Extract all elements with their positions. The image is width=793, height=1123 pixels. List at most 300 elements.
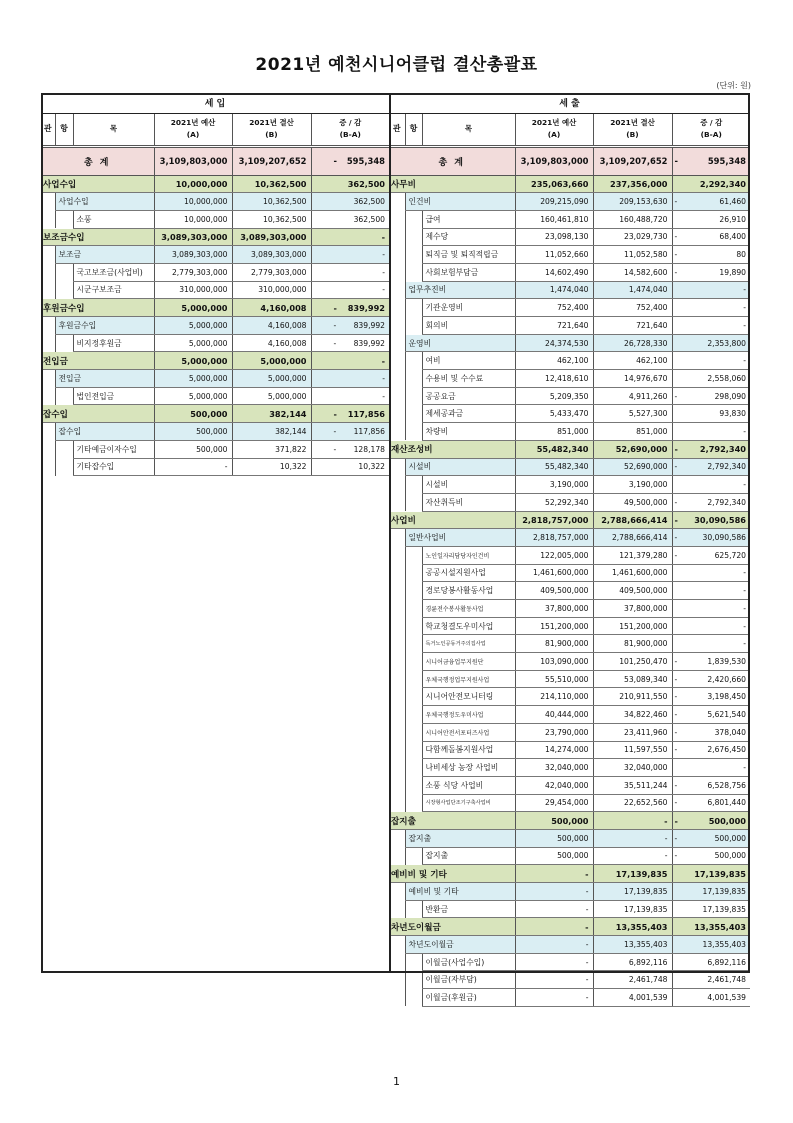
budget-cell: 2,818,757,000 [515, 511, 593, 529]
budget-cell: 2,818,757,000 [515, 529, 593, 547]
diff-value: - [382, 267, 385, 277]
settle-cell: 4,160,008 [232, 317, 311, 335]
row-label: 시니어안전모니터링 [422, 688, 515, 706]
budget-cell: - [515, 989, 593, 1007]
diff-value: 6,528,756 [707, 780, 746, 790]
negative-sign: - [674, 197, 678, 207]
row-label: 비지정후원금 [73, 334, 154, 352]
diff-value: 2,292,340 [699, 178, 746, 189]
settle-cell: - [593, 847, 672, 865]
settle-cell: - [593, 829, 672, 847]
settle-cell: 2,461,748 [593, 971, 672, 989]
row-label: 시니어안전서포터즈사업 [422, 723, 515, 741]
diff-value: 839,992 [353, 320, 385, 330]
row-label: 기타잡수입 [73, 458, 154, 476]
diff-value: - [743, 285, 746, 295]
row-label: 사업수입 [55, 193, 154, 211]
diff-value: 362,500 [353, 214, 385, 224]
row-label: 잡수입 [41, 405, 154, 423]
total-label: 총 계 [41, 146, 154, 175]
settle-cell: 11,052,580 [593, 246, 672, 264]
budget-cell: 32,040,000 [515, 759, 593, 777]
settle-cell: 5,000,000 [232, 352, 311, 370]
negative-sign: - [674, 267, 678, 277]
settle-cell: 13,355,403 [593, 936, 672, 954]
diff-value: - [743, 586, 746, 596]
settle-cell: 49,500,000 [593, 493, 672, 511]
diff-value: 3,198,450 [707, 692, 746, 702]
diff-value: 30,090,586 [694, 514, 746, 525]
diff-value: 2,461,748 [707, 975, 746, 985]
row-label: 자산취득비 [422, 493, 515, 511]
negative-sign: - [674, 156, 678, 166]
negative-sign: - [333, 426, 337, 436]
row-label: 운영비 [405, 334, 515, 352]
settle-cell: 35,511,244 [593, 776, 672, 794]
negative-sign: - [674, 727, 678, 737]
row-label: 우체국행정도우미사업 [422, 706, 515, 724]
row-label: 사회보험부담금 [422, 263, 515, 281]
diff-value: - [381, 231, 385, 242]
diff-value: - [743, 320, 746, 330]
col-mok: 목 [422, 113, 515, 146]
budget-cell: 209,215,090 [515, 193, 593, 211]
settle-cell: 4,911,260 [593, 387, 672, 405]
row-label: 시설비 [405, 458, 515, 476]
budget-cell: 122,005,000 [515, 546, 593, 564]
settle-cell: 52,690,000 [593, 440, 672, 458]
budget-cell: 5,000,000 [154, 334, 232, 352]
col-hang: 항 [55, 113, 73, 146]
diff-value: 4,001,539 [707, 992, 746, 1002]
diff-value: 839,992 [347, 302, 385, 313]
settle-cell: 409,500,000 [593, 582, 672, 600]
negative-sign: - [333, 320, 337, 330]
budget-cell: 2,779,303,000 [154, 263, 232, 281]
budget-cell: 500,000 [515, 812, 593, 830]
row-label: 전입금 [41, 352, 154, 370]
settle-cell: 371,822 [232, 440, 311, 458]
col-budget-line2: (A) [547, 130, 561, 139]
budget-cell: 5,000,000 [154, 370, 232, 388]
diff-value: 93,830 [719, 409, 746, 419]
budget-cell: 42,040,000 [515, 776, 593, 794]
diff-value: 30,090,586 [702, 533, 746, 543]
row-label: 사무비 [389, 175, 515, 193]
expense-header: 세 출 [389, 93, 750, 113]
negative-sign: - [333, 444, 337, 454]
settle-cell: 3,089,303,000 [232, 246, 311, 264]
col-diff-line1: 증 / 감 [700, 118, 723, 127]
col-diff-line2: (B-A) [700, 130, 722, 139]
col-diff-line2: (B-A) [339, 130, 361, 139]
settle-cell: 3,190,000 [593, 476, 672, 494]
row-label: 경륜전수봉사활동사업 [422, 600, 515, 618]
table-frame [41, 93, 750, 973]
row-label: 국고보조금(사업비) [73, 263, 154, 281]
settle-cell: 52,690,000 [593, 458, 672, 476]
col-hang: 항 [405, 113, 422, 146]
row-label: 잡수입 [55, 423, 154, 441]
budget-cell: 752,400 [515, 299, 593, 317]
diff-value: 17,139,835 [694, 868, 746, 879]
col-diff-line1: 증 / 감 [339, 118, 362, 127]
row-label: 시설비 [422, 476, 515, 494]
row-label: 차년도이월금 [389, 918, 515, 936]
row-label: 보조금수입 [41, 228, 154, 246]
settle-cell: 14,582,600 [593, 263, 672, 281]
row-label: 예비비 및 기타 [389, 865, 515, 883]
row-label: 보조금 [55, 246, 154, 264]
row-label: 이월금(후원금) [422, 989, 515, 1007]
budget-cell: 160,461,810 [515, 210, 593, 228]
row-label: 시장형사업단조기구축사업비 [422, 794, 515, 812]
row-label: 공공요금 [422, 387, 515, 405]
diff-value: 6,801,440 [707, 798, 746, 808]
diff-cell [672, 989, 750, 1007]
budget-cell: 500,000 [154, 440, 232, 458]
settle-cell: 6,892,116 [593, 953, 672, 971]
negative-sign: - [333, 156, 337, 166]
budget-cell: 10,000,000 [154, 175, 232, 193]
budget-cell: - [515, 918, 593, 936]
settle-cell: 160,488,720 [593, 210, 672, 228]
row-label: 법인전입금 [73, 387, 154, 405]
diff-value: 5,621,540 [707, 709, 746, 719]
diff-value: 362,500 [353, 197, 385, 207]
negative-sign: - [674, 745, 678, 755]
budget-cell: 23,790,000 [515, 723, 593, 741]
col-settle-line2: (B) [265, 130, 278, 139]
budget-cell: 24,374,530 [515, 334, 593, 352]
page-number: 1 [393, 1075, 400, 1088]
budget-cell: - [515, 883, 593, 901]
row-label: 예비비 및 기타 [405, 883, 515, 901]
unit-label: (단위: 원) [716, 81, 751, 90]
diff-value: - [743, 763, 746, 773]
diff-value: 2,792,340 [707, 462, 746, 472]
row-label: 독거노인공동거주의집사업 [422, 635, 515, 653]
settle-cell: 210,911,550 [593, 688, 672, 706]
diff-value: - [382, 285, 385, 295]
negative-sign: - [333, 302, 337, 313]
settle-cell: 22,652,560 [593, 794, 672, 812]
row-label: 경로당봉사활동사업 [422, 582, 515, 600]
budget-cell: 3,190,000 [515, 476, 593, 494]
row-label: 재산조성비 [389, 440, 515, 458]
settle-cell: 37,800,000 [593, 600, 672, 618]
total-settle: 3,109,207,652 [232, 146, 311, 175]
diff-value: - [743, 603, 746, 613]
budget-cell: 500,000 [154, 405, 232, 423]
col-settle-line1: 2021년 결산 [610, 118, 655, 127]
row-label: 우체국행정업무지원사업 [422, 670, 515, 688]
budget-cell: - [154, 458, 232, 476]
negative-sign: - [674, 833, 678, 843]
diff-value: 128,178 [353, 444, 385, 454]
row-label: 급여 [422, 210, 515, 228]
row-label: 업무추진비 [405, 281, 515, 299]
diff-value: - [743, 356, 746, 366]
diff-value: 19,890 [719, 267, 746, 277]
budget-cell: 500,000 [515, 847, 593, 865]
budget-cell: - [515, 865, 593, 883]
diff-value: 17,139,835 [702, 886, 746, 896]
mok-row [389, 971, 750, 989]
row-label: 시니어금융업무지원단 [422, 653, 515, 671]
diff-value: 362,500 [347, 178, 385, 189]
diff-value: 2,353,800 [707, 338, 746, 348]
settle-cell: 17,139,835 [593, 900, 672, 918]
diff-value: 13,355,403 [702, 939, 746, 949]
negative-sign: - [674, 815, 678, 826]
negative-sign: - [674, 462, 678, 472]
budget-cell: 310,000,000 [154, 281, 232, 299]
settle-cell: 237,356,000 [593, 175, 672, 193]
diff-value: 839,992 [353, 338, 385, 348]
row-label: 여비 [422, 352, 515, 370]
settle-cell: 1,461,600,000 [593, 564, 672, 582]
row-label: 다함께돌봄지원사업 [422, 741, 515, 759]
budget-cell: 5,433,470 [515, 405, 593, 423]
negative-sign: - [674, 674, 678, 684]
settle-cell: 23,029,730 [593, 228, 672, 246]
row-label: 수용비 및 수수료 [422, 370, 515, 388]
section-divider [389, 93, 391, 973]
settle-cell: 17,139,835 [593, 865, 672, 883]
negative-sign: - [674, 391, 678, 401]
income-header: 세 입 [41, 93, 389, 113]
settle-cell: 462,100 [593, 352, 672, 370]
budget-cell: 40,444,000 [515, 706, 593, 724]
settle-cell: 4,001,539 [593, 989, 672, 1007]
col-budget-line2: (A) [186, 130, 200, 139]
settle-cell: 10,362,500 [232, 175, 311, 193]
budget-cell: 5,000,000 [154, 352, 232, 370]
row-label: 일반사업비 [405, 529, 515, 547]
settle-cell: 382,144 [232, 423, 311, 441]
diff-value: 2,792,340 [699, 444, 746, 455]
settle-cell: 34,822,460 [593, 706, 672, 724]
col-mok: 목 [73, 113, 154, 146]
settle-cell: 17,139,835 [593, 883, 672, 901]
row-label: 차량비 [422, 423, 515, 441]
negative-sign: - [674, 232, 678, 242]
page-title: 2021년 예천시니어클럽 결산총괄표 [255, 55, 538, 75]
budget-cell: 3,089,303,000 [154, 246, 232, 264]
budget-cell: 3,089,303,000 [154, 228, 232, 246]
diff-value: 80 [736, 250, 746, 260]
settle-cell: 209,153,630 [593, 193, 672, 211]
row-label: 인건비 [405, 193, 515, 211]
diff-value: 500,000 [714, 851, 746, 861]
budget-cell: 55,510,000 [515, 670, 593, 688]
diff-value: - [743, 639, 746, 649]
budget-cell: 151,200,000 [515, 617, 593, 635]
diff-value: - [743, 426, 746, 436]
budget-cell: 5,000,000 [154, 317, 232, 335]
budget-cell: 5,000,000 [154, 387, 232, 405]
diff-value: - [743, 303, 746, 313]
diff-value: 625,720 [714, 550, 746, 560]
settle-cell: 13,355,403 [593, 918, 672, 936]
budget-cell: 1,474,040 [515, 281, 593, 299]
settle-cell: 53,089,340 [593, 670, 672, 688]
indent-cell [405, 971, 422, 989]
settle-cell: 23,411,960 [593, 723, 672, 741]
row-label: 학교청결도우미사업 [422, 617, 515, 635]
diff-value: 13,355,403 [694, 921, 746, 932]
row-label: 공공시설지원사업 [422, 564, 515, 582]
col-gwan: 관 [41, 113, 55, 146]
row-label: 전입금 [55, 370, 154, 388]
diff-value: 117,856 [347, 408, 385, 419]
diff-value: 6,892,116 [707, 957, 746, 967]
budget-cell: 5,000,000 [154, 299, 232, 317]
negative-sign: - [674, 497, 678, 507]
col-gwan: 관 [389, 113, 405, 146]
budget-cell: 851,000 [515, 423, 593, 441]
budget-cell: 37,800,000 [515, 600, 593, 618]
settle-cell: 5,000,000 [232, 387, 311, 405]
settle-cell: 26,728,330 [593, 334, 672, 352]
mok-row [389, 989, 750, 1007]
total-settle: 3,109,207,652 [593, 146, 672, 175]
settle-cell: - [593, 812, 672, 830]
row-label: 회의비 [422, 317, 515, 335]
budget-cell: 14,274,000 [515, 741, 593, 759]
negative-sign: - [674, 444, 678, 455]
row-label: 시군구보조금 [73, 281, 154, 299]
budget-cell: 235,063,660 [515, 175, 593, 193]
diff-value: 298,090 [714, 391, 746, 401]
budget-cell: 500,000 [154, 423, 232, 441]
row-label: 잡지출 [389, 812, 515, 830]
budget-cell: 11,052,660 [515, 246, 593, 264]
negative-sign: - [674, 780, 678, 790]
col-settle-line2: (B) [626, 130, 639, 139]
diff-value: 17,139,835 [702, 904, 746, 914]
diff-value: - [381, 355, 385, 366]
budget-cell: - [515, 953, 593, 971]
settle-cell: 2,788,666,414 [593, 511, 672, 529]
diff-cell [672, 971, 750, 989]
diff-value: 2,558,060 [707, 373, 746, 383]
diff-value: 1,839,530 [707, 656, 746, 666]
row-label: 반환금 [422, 900, 515, 918]
budget-cell: 55,482,340 [515, 440, 593, 458]
row-label: 후원금수입 [41, 299, 154, 317]
negative-sign: - [674, 798, 678, 808]
budget-cell: 500,000 [515, 829, 593, 847]
row-label: 차년도이월금 [405, 936, 515, 954]
budget-cell: 81,900,000 [515, 635, 593, 653]
settle-cell: 101,250,470 [593, 653, 672, 671]
diff-value: - [382, 391, 385, 401]
settle-cell: 310,000,000 [232, 281, 311, 299]
settle-cell: 10,322 [232, 458, 311, 476]
row-label: 후원금수입 [55, 317, 154, 335]
budget-cell: 103,090,000 [515, 653, 593, 671]
negative-sign: - [674, 692, 678, 702]
negative-sign: - [674, 514, 678, 525]
budget-cell: - [515, 936, 593, 954]
settle-cell: 4,160,008 [232, 299, 311, 317]
settle-cell: 5,000,000 [232, 370, 311, 388]
row-label: 소풍 식당 사업비 [422, 776, 515, 794]
total-label: 총 계 [389, 146, 515, 175]
row-label: 기관운영비 [422, 299, 515, 317]
settle-cell: 10,362,500 [232, 193, 311, 211]
row-label: 소풍 [73, 210, 154, 228]
budget-cell: 5,209,350 [515, 387, 593, 405]
settle-cell: 721,640 [593, 317, 672, 335]
settle-cell: 5,527,300 [593, 405, 672, 423]
diff-value: 117,856 [353, 426, 385, 436]
budget-cell: 52,292,340 [515, 493, 593, 511]
total-diff-value: 595,348 [346, 156, 385, 166]
budget-cell: 409,500,000 [515, 582, 593, 600]
negative-sign: - [333, 408, 337, 419]
settle-cell: 151,200,000 [593, 617, 672, 635]
indent-cell [405, 989, 422, 1007]
row-label: 이월금(사업수입) [422, 953, 515, 971]
settle-cell: 752,400 [593, 299, 672, 317]
diff-value: 68,400 [719, 232, 746, 242]
row-label: 사업비 [389, 511, 515, 529]
settle-cell: 32,040,000 [593, 759, 672, 777]
row-label: 잡지출 [405, 829, 515, 847]
settle-cell: 1,474,040 [593, 281, 672, 299]
total-budget: 3,109,803,000 [515, 146, 593, 175]
settle-cell: 3,089,303,000 [232, 228, 311, 246]
row-label: 노인일자리담당자인건비 [422, 546, 515, 564]
negative-sign: - [674, 656, 678, 666]
negative-sign: - [674, 851, 678, 861]
diff-value: 500,000 [714, 833, 746, 843]
col-budget-line1: 2021년 예산 [531, 118, 577, 127]
settle-cell: 2,779,303,000 [232, 263, 311, 281]
negative-sign: - [674, 533, 678, 543]
budget-cell: 10,000,000 [154, 210, 232, 228]
budget-cell: 23,098,130 [515, 228, 593, 246]
diff-value: 378,040 [714, 727, 746, 737]
diff-value: 2,676,450 [707, 745, 746, 755]
diff-value: - [743, 621, 746, 631]
budget-cell: 721,640 [515, 317, 593, 335]
total-diff-value: 595,348 [707, 156, 746, 166]
budget-cell: 10,000,000 [154, 193, 232, 211]
diff-value: 2,792,340 [707, 497, 746, 507]
col-settle-line1: 2021년 결산 [249, 118, 294, 127]
settle-cell: 14,976,670 [593, 370, 672, 388]
row-label: 제수당 [422, 228, 515, 246]
row-label: 잡지출 [422, 847, 515, 865]
indent-cell [389, 989, 405, 1007]
settle-cell: 4,160,008 [232, 334, 311, 352]
budget-cell: - [515, 971, 593, 989]
negative-sign: - [674, 709, 678, 719]
row-label: 기타예금이자수입 [73, 440, 154, 458]
row-label: 사업수입 [41, 175, 154, 193]
settle-cell: 11,597,550 [593, 741, 672, 759]
diff-value: - [743, 568, 746, 578]
row-label: 나비세상 농장 사업비 [422, 759, 515, 777]
settle-cell: 121,379,280 [593, 546, 672, 564]
diff-value: 61,460 [719, 197, 746, 207]
row-label: 이월금(자부담) [422, 971, 515, 989]
negative-sign: - [674, 250, 678, 260]
